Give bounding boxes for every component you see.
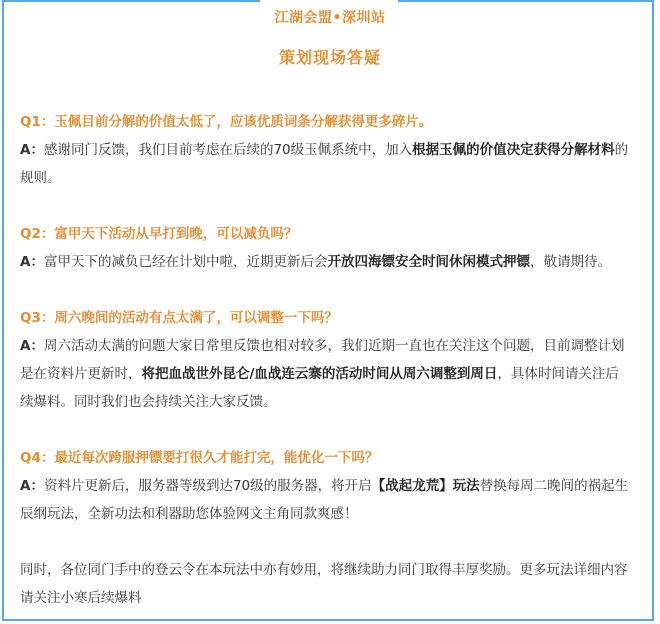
answer-text: 周六活动太满的问题大家日常里反馈也相对较多，我们近期一直也在关注这个问题，目前调整计划是在资料片更新时， (20, 338, 625, 382)
answer-text: ，具体时间请关注后续爆料。同时我们也会持续关注大家反馈。 (20, 366, 619, 410)
answer-text: 替换每周二晚间的祸起生辰纲玩法，全新功法和利器助您体验网文主角同款爽感！ (20, 478, 629, 522)
answer-highlight: 【战起龙荒】玩法 (371, 478, 480, 494)
answer-highlight: 开放四海镖安全时间休闲模式押镖 (327, 254, 530, 270)
qa-item-4 (20, 444, 632, 528)
frame-top-line-right (398, 0, 654, 2)
answer-label: A： (20, 478, 44, 494)
answer-highlight: 将把血战世外昆仑/血战连云寨的活动时间从周六调整到周日 (141, 366, 498, 382)
answer-label: A： (20, 338, 44, 354)
closing-paragraph: 同时，各位同门手中的登云令在本玩法中亦有妙用，将继续助力同门取得丰厚奖励。更多玩法详细内容请关注小寒后续爆料 (20, 562, 628, 606)
answer-highlight: 根据玉佩的价值决定获得分解材料 (412, 142, 615, 158)
qa-item-1 (20, 108, 632, 192)
frame-top-line-left (2, 0, 260, 2)
answer-3 (20, 332, 632, 416)
answer-text: 感谢同门反馈，我们目前考虑在后续的70级玉佩系统中，加入 (43, 142, 413, 158)
question-3: Q3：周六晚间的活动有点太满了，可以调整一下吗？ (20, 310, 338, 326)
answer-text: ，敬请期待。 (529, 254, 611, 270)
answer-label: A： (20, 254, 44, 270)
answer-4 (20, 472, 632, 528)
answer-label: A： (20, 142, 44, 158)
answer-text: 资料片更新后，服务器等级到达70级的服务器，将开启 (43, 478, 372, 494)
answer-text: 的规则。 (20, 142, 629, 186)
question-2: Q2：富甲天下活动从早打到晚，可以减负吗？ (20, 226, 298, 242)
question-1: Q1：玉佩目前分解的价值太低了，应该优质词条分解获得更多碎片。 (20, 114, 433, 130)
section-title: 策划现场答疑 (278, 48, 381, 67)
event-title: 江湖会盟•深圳站 (274, 10, 386, 26)
question-4: Q4：最近每次跨服押镖要打很久才能打完，能优化一下吗？ (20, 450, 379, 466)
answer-text: 富甲天下的减负已经在计划中啦，近期更新后会 (43, 254, 328, 270)
qa-item-3 (20, 304, 632, 416)
qa-content (20, 108, 632, 612)
qa-item-2 (20, 220, 632, 276)
answer-2 (20, 248, 632, 276)
answer-1 (20, 136, 632, 192)
